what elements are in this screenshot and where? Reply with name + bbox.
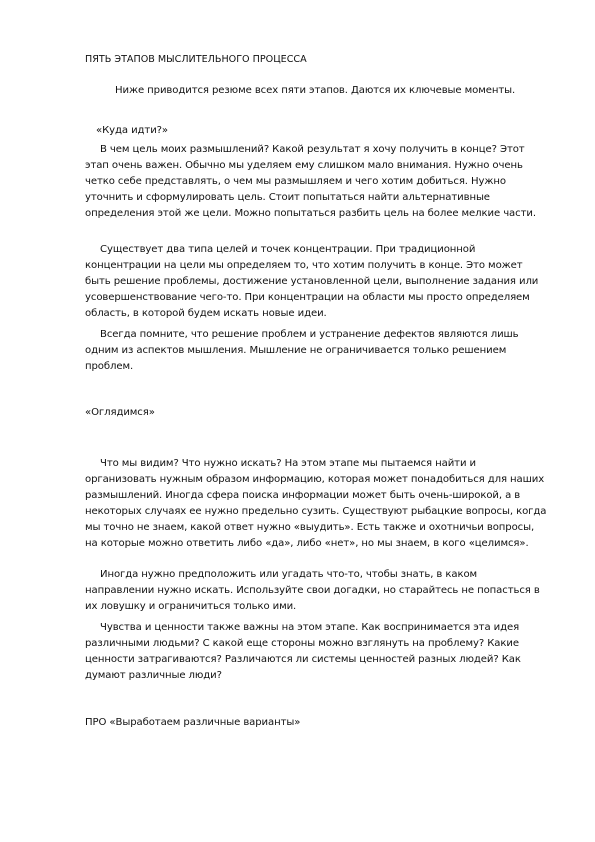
section1-paragraph-2: Существует два типа целей и точек концентрации. При традиционной концентрации на цели мы определяем то, что хотим получить в конце. Это может быть решение проблемы, достижение установленной цели, выполнение задания или усовершенствование чего-то. При концентрации на области мы просто определяем область, в которой будем искать новые идеи. bbox=[85, 244, 539, 320]
section1-paragraph-1: В чем цель моих размышлений? Какой результат я хочу получить в конце? Этот этап очень важен. Обычно мы уделяем ему слишком мало внимания. Нужно очень четко себе представлять, о чем мы размышляем и чего хотим добиться. Нужно уточнить и сформулировать цель. Стоит попытаться найти альтернативные определения этой же цели. Можно попытаться разбить цель на более мелкие части. bbox=[85, 144, 536, 220]
document-title: ПЯТЬ ЭТАПОВ МЫСЛИТЕЛЬНОГО ПРОЦЕССА bbox=[85, 54, 307, 65]
section2-paragraph-2: Иногда нужно предположить или угадать что-то, чтобы знать, в каком направлении нужно искать. Используйте свои догадки, но старайтесь не попасться в их ловушку и ограничиться только ими. bbox=[85, 569, 540, 613]
section1-paragraph-3: Всегда помните, что решение проблем и устранение дефектов являются лишь одним из аспектов мышления. Мышление не ограничивается только решением проблем. bbox=[85, 329, 519, 373]
intro-paragraph: Ниже приводится резюме всех пяти этапов. Даются их ключевые моменты. bbox=[115, 85, 516, 96]
section2-paragraph-1: Что мы видим? Что нужно искать? На этом этапе мы пытаемся найти и организовать нужным образом информацию, которая может понадобиться для наших размышлений. Иногда сфера поиска информации может быть очень-широкой, а в некоторых случаях ее нужно предельно сузить. Существуют рыбацкие вопросы, когда мы точно не знаем, какой ответ нужно «выудить». Есть также и охотничьи вопросы, на которые можно ответить либо «да», либо «нет», но мы знаем, в кого «целимся». bbox=[85, 458, 547, 550]
section-heading-where-to-go: «Куда идти?» bbox=[96, 125, 168, 136]
section-heading-look-around: «Оглядимся» bbox=[85, 407, 155, 418]
section-heading-alternatives: ПРО «Выработаем различные варианты» bbox=[85, 717, 301, 728]
section2-paragraph-3: Чувства и ценности также важны на этом этапе. Как воспринимается эта идея различными людьми? С какой еще стороны можно взглянуть на проблему? Какие ценности затрагиваются? Различаются ли системы ценностей разных людей? Как думают различные люди? bbox=[85, 622, 521, 682]
